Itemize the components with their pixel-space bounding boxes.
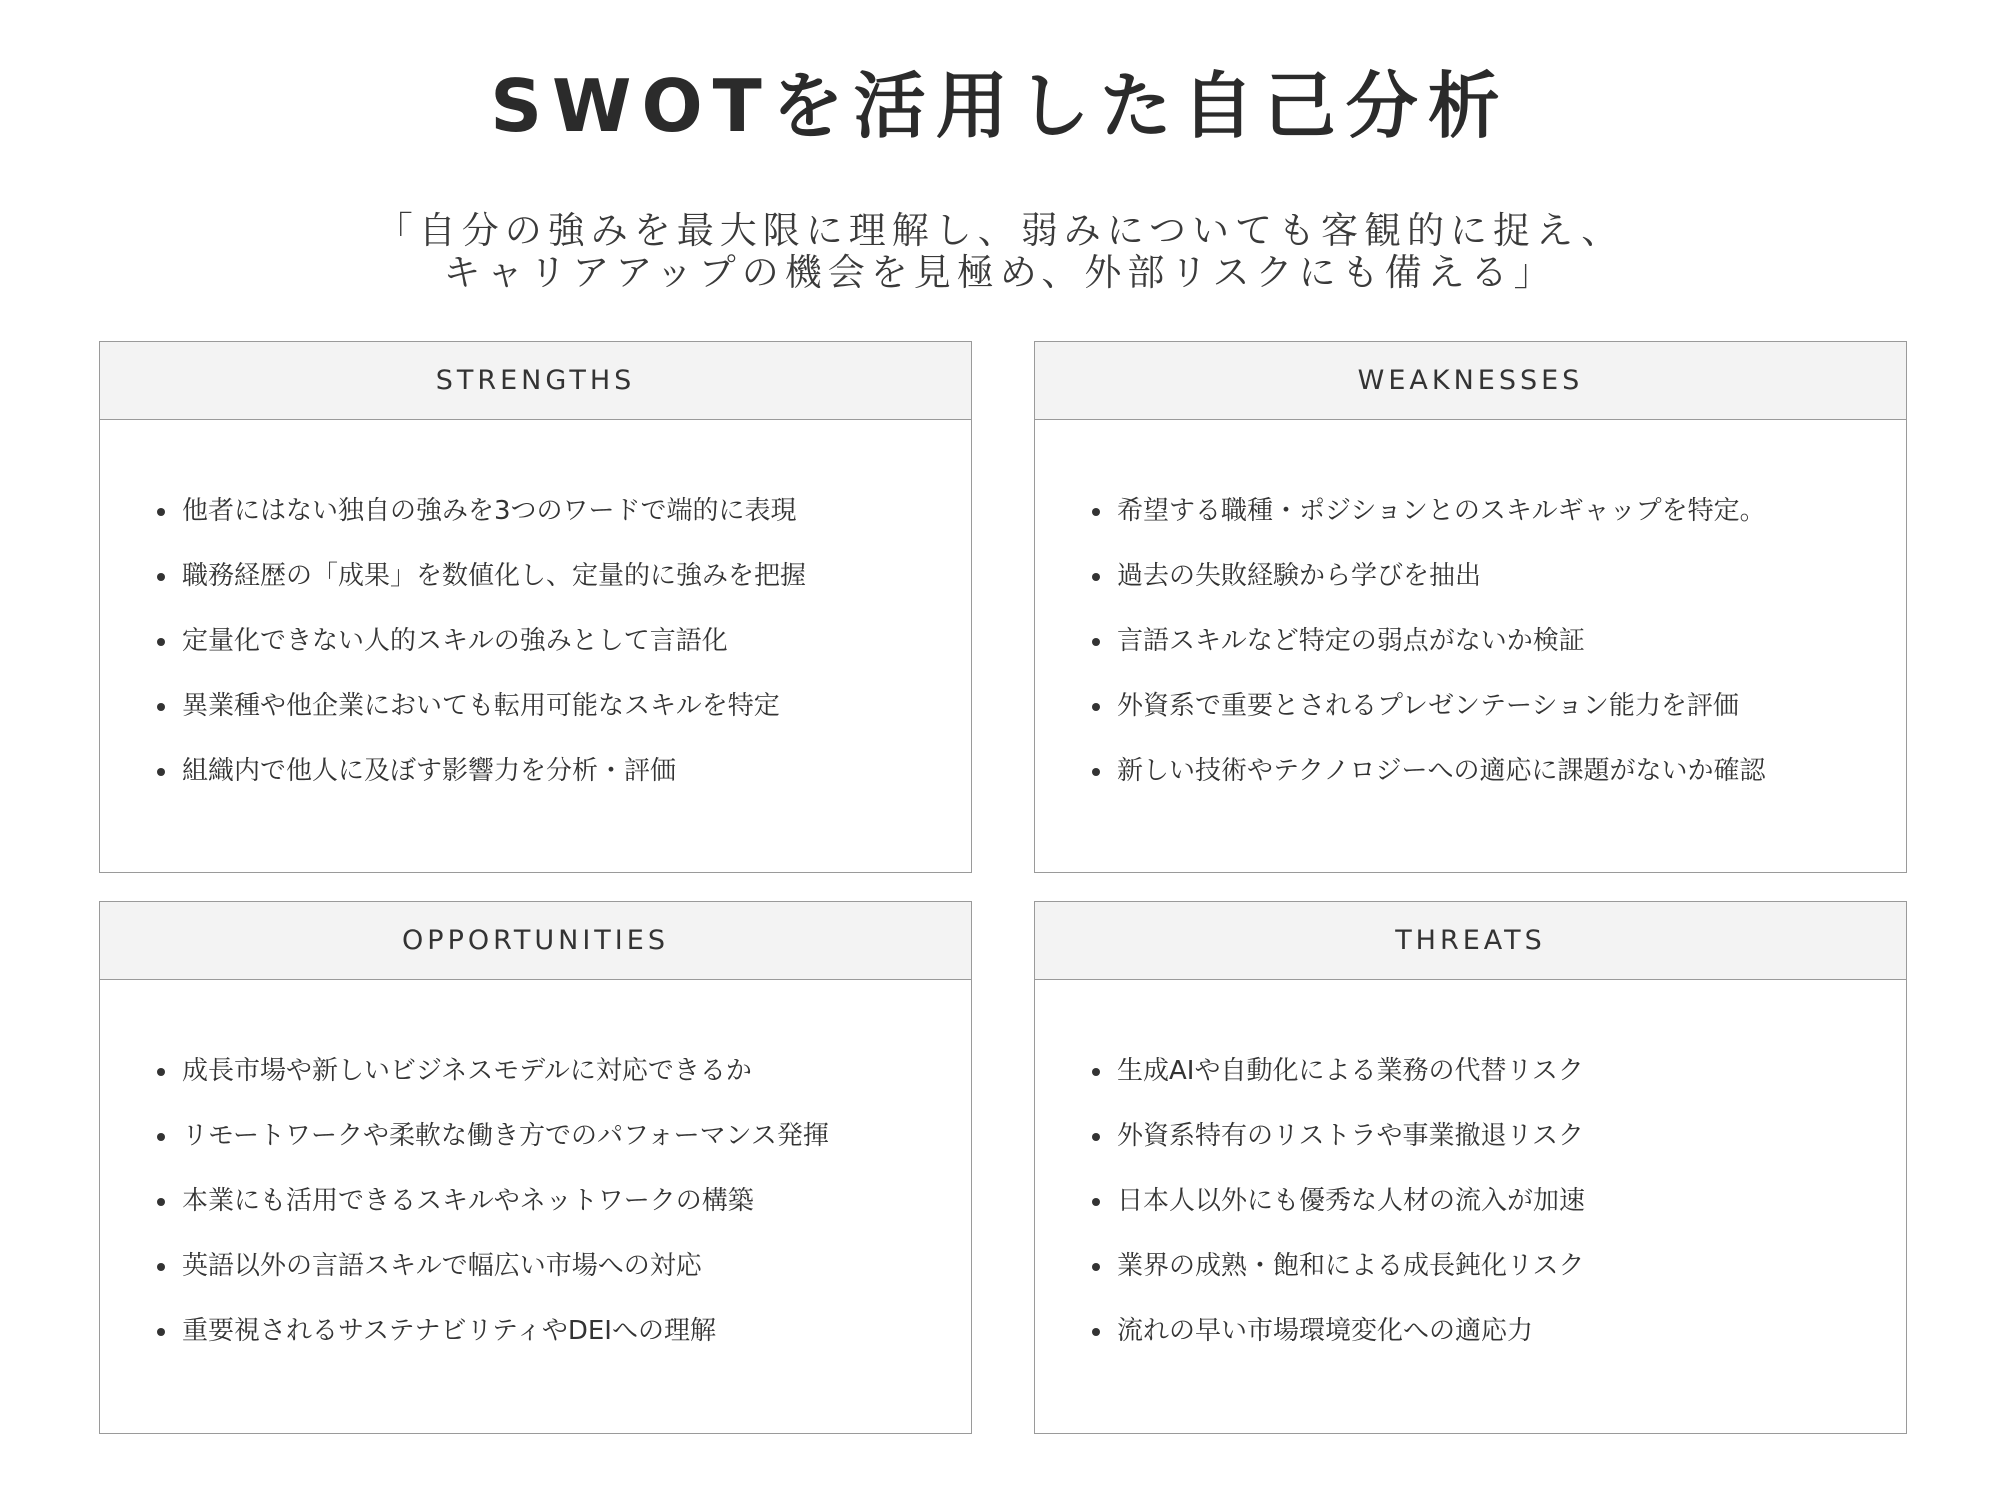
list-item: 他者にはない独自の強みを3つのワードで端的に表現 bbox=[155, 494, 951, 528]
list-item: 日本人以外にも優秀な人材の流入が加速 bbox=[1090, 1184, 1886, 1218]
list-item: 新しい技術やテクノロジーへの適応に課題がないか確認 bbox=[1090, 754, 1886, 788]
threats-header: THREATS bbox=[1035, 902, 1906, 980]
strengths-list bbox=[155, 494, 951, 819]
list-item: リモートワークや柔軟な働き方でのパフォーマンス発揮 bbox=[155, 1119, 951, 1153]
list-item: 過去の失敗経験から学びを抽出 bbox=[1090, 559, 1886, 593]
opportunities-list bbox=[155, 1054, 951, 1379]
page-subtitle bbox=[0, 210, 2000, 294]
list-item: 英語以外の言語スキルで幅広い市場への対応 bbox=[155, 1249, 951, 1283]
list-item: 外資系特有のリストラや事業撤退リスク bbox=[1090, 1119, 1886, 1153]
threats-quadrant bbox=[1034, 901, 1907, 1434]
list-item: 職務経歴の「成果」を数値化し、定量的に強みを把握 bbox=[155, 559, 951, 593]
subtitle-line-1: 「自分の強みを最大限に理解し、弱みについても客観的に捉え、 bbox=[375, 209, 1625, 252]
list-item: 成長市場や新しいビジネスモデルに対応できるか bbox=[155, 1054, 951, 1088]
list-item: 組織内で他人に及ぼす影響力を分析・評価 bbox=[155, 754, 951, 788]
list-item: 流れの早い市場環境変化への適応力 bbox=[1090, 1314, 1886, 1348]
list-item: 希望する職種・ポジションとのスキルギャップを特定。 bbox=[1090, 494, 1886, 528]
weaknesses-header: WEAKNESSES bbox=[1035, 342, 1906, 420]
list-item: 外資系で重要とされるプレゼンテーション能力を評価 bbox=[1090, 689, 1886, 723]
page-title: SWOTを活用した自己分析 bbox=[490, 64, 1510, 148]
list-item: 本業にも活用できるスキルやネットワークの構築 bbox=[155, 1184, 951, 1218]
list-item: 業界の成熟・飽和による成長鈍化リスク bbox=[1090, 1249, 1886, 1283]
list-item: 生成AIや自動化による業務の代替リスク bbox=[1090, 1054, 1886, 1088]
opportunities-quadrant bbox=[99, 901, 972, 1434]
weaknesses-quadrant bbox=[1034, 341, 1907, 873]
list-item: 定量化できない人的スキルの強みとして言語化 bbox=[155, 624, 951, 658]
weaknesses-list bbox=[1090, 494, 1886, 819]
threats-list bbox=[1090, 1054, 1886, 1379]
strengths-header: STRENGTHS bbox=[100, 342, 971, 420]
list-item: 異業種や他企業においても転用可能なスキルを特定 bbox=[155, 689, 951, 723]
strengths-quadrant bbox=[99, 341, 972, 873]
list-item: 重要視されるサステナビリティやDEIへの理解 bbox=[155, 1314, 951, 1348]
list-item: 言語スキルなど特定の弱点がないか検証 bbox=[1090, 624, 1886, 658]
subtitle-line-2: キャリアアップの機会を見極め、外部リスクにも備える」 bbox=[443, 251, 1557, 294]
opportunities-header: OPPORTUNITIES bbox=[100, 902, 971, 980]
